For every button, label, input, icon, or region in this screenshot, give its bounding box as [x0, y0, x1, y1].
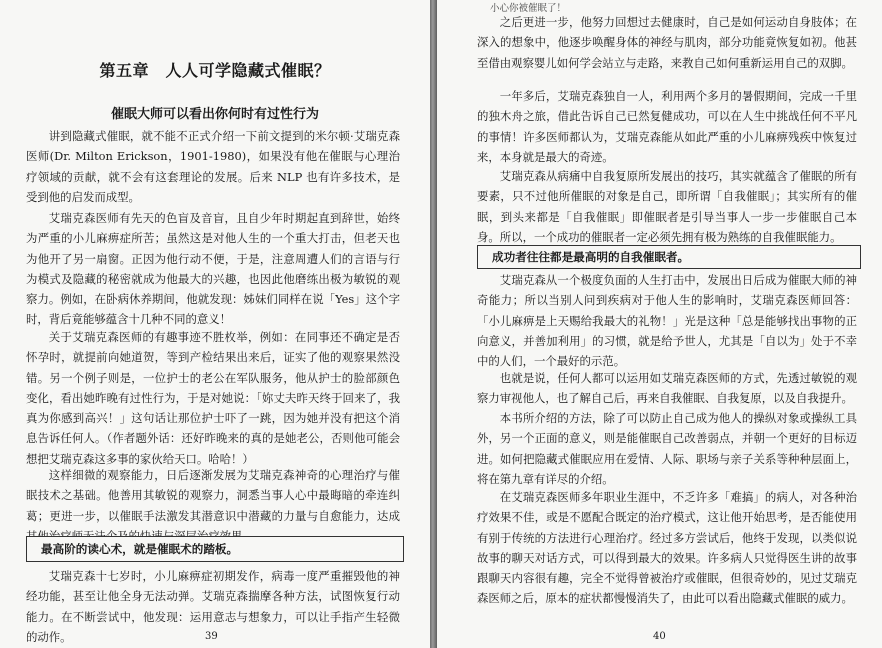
page-number: 40 — [653, 631, 666, 642]
paragraph: 艾瑞克森从一个极度负面的人生打击中，发展出日后成为催眠大师的神奇能力；所以当别人问到疾病对于他人生的影响时，艾瑞克森医师回答：「小儿麻痹是上天赐给我最大的礼物！」光是这种「总是能够找出事物的正向意义，并善加利用」的习惯，就是给予世人，尤其是「自以为」处于不幸中的人们，一个最好的示范。 — [477, 273, 857, 369]
paragraph: 之后更进一步，他努力回想过去健康时，自己是如何运动自身肢体；在深入的想象中，他逐步唤醒身体的神经与肌肉，部分功能竟恢复如初。他甚至借由观察婴儿如何学会站立与走路，来教自己如何重新运用自己的双脚。 — [477, 15, 857, 70]
paragraph: 一年多后，艾瑞克森独自一人，利用两个多月的暑假期间，完成一千里的独木舟之旅，借此告诉自己已然复健成功，可以在人生中挑战任何不平凡的事情！许多医师都认为，艾瑞克森能从如此严重的小儿麻痹残疾中恢复过来，本身就是最大的奇迹。 — [477, 89, 857, 164]
left-page — [0, 0, 430, 648]
chapter-title: 第五章 人人可学隐藏式催眠？ — [99, 61, 331, 80]
paragraph: 也就是说，任何人都可以运用如艾瑞克森医师的方式，先透过敏锐的观察力审视他人，也了解自己后，再来自我催眠、自我复原，以及自我提升。 — [477, 371, 857, 406]
callout-box: 成功者往往都是最高明的自我催眠者。 — [477, 245, 861, 269]
paragraph: 本书所介绍的方法，除了可以防止自己成为他人的操纵对象或操纵工具外，另一个正面的意义，则是能催眠自己改善弱点，并朝一个更好的目标迈进。如何把隐藏式催眠应用在爱情、人际、职场与亲子关系等种种层面上，将在第九章有详尽的介绍。 — [477, 411, 857, 486]
paragraph: 这样细微的观察能力，日后逐渐发展为艾瑞克森神奇的心理治疗与催眠技术之基础。他善用其敏锐的观察力，洞悉当事人心中最晦暗的牵连纠葛；更进一步，以催眠手法激发其潜意识中潜藏的力量与自愈能力，达成 — [26, 468, 400, 523]
callout-box: 最高阶的读心术，就是催眠术的踏板。 — [26, 536, 404, 562]
book-gutter — [430, 0, 437, 648]
right-page — [437, 0, 882, 648]
paragraph: 讲到隐藏式催眠，就不能不正式介绍一下前文提到的米尔顿·艾瑞克森医师(Dr. Milton Erickson，1901-1980)，如果没有他在催眠与心理治疗领域的贡献，就不会有这套理论的发展。后来 NLP 也有许多技术，是受到他的启发而成型。 — [26, 129, 400, 204]
paragraph: 艾瑞克森从病痛中自我复原所发展出的技巧，其实就蕴含了催眠的所有要素，只不过他所催眠的对象是自己，即所谓「自我催眠」；其实所有的催眠，到头来都是「自我催眠」即催眠者是引导当事人一步一步催眠自己本身。所以，一个成功的催眠者一定必须先拥有极为熟练的自我催眠能力。 — [477, 169, 857, 244]
paragraph: 艾瑞克森医师有先天的色盲及音盲，且自少年时期起直到辞世，始终为严重的小儿麻痹症所苦；虽然这是对他人生的一个重大打击，但老天也为他开了另一扇窗。正因为他行动不便，于是，注意周遭人们的言语与行为模式及隐藏的秘密就成为他最大的兴趣，也因此他磨练出极为敏锐的观察力。例如，在卧病休养期间，他就发现：姊妹们同样在说「Yes」这个字时，背后竟能够蕴含十几种不同的意义！ — [26, 211, 400, 327]
section-title: 催眠大师可以看出你何时有过性行为 — [110, 107, 319, 122]
paragraph: 在艾瑞克森医师多年职业生涯中，不乏许多「难搞」的病人，对各种治疗效果不佳，或是不愿配合既定的治疗模式，这让他开始思考，是否能使用有别于传统的方法进行心理治疗。经过多方尝试后，他终于发现，以类似说故事的聊天对话方式，可以得到最大的效果。许多病人只觉得医生讲的故事跟聊天内容很有趣，完全不觉得曾被治疗或催眠，但很奇妙的，见过艾瑞克森医师之后，原本的症状都慢慢消失了，由此可以看出隐藏式催眠的威力。 — [477, 490, 857, 606]
page-number: 39 — [205, 631, 218, 642]
paragraph: 艾瑞克森十七岁时，小儿麻痹症初期发作，病毒一度严重摧毁他的神经功能，甚至让他全身无法动弹。艾瑞克森揣摩各种方法，试图恢复行动能力。在不断尝试中，他发现：运用意志与想象力，可以让手指产生轻微的动作。 — [26, 569, 400, 644]
paragraph: 关于艾瑞克森医师的有趣事迹不胜枚举，例如：在同事还不确定是否怀孕时，就提前向她道贺，等到产检结果出来后，证实了他的观察果然没错。另一个例子则是，一位护士的老公在军队服务，他从护士的脸部颜色变化，看出她昨晚有过性行为，于是对她说：「妳丈夫昨天终于回来了，我真为你感到高兴！」这句话让那位护士吓了一跳，因为她并没有把这个消息告诉任何人。（作者题外话：还好昨晚来的真的是她老公，否则他可能会想把艾瑞克森这多事的家伙给天口。哈哈！） — [26, 330, 400, 466]
running-head: 小心你被催眠了！ — [490, 3, 567, 14]
